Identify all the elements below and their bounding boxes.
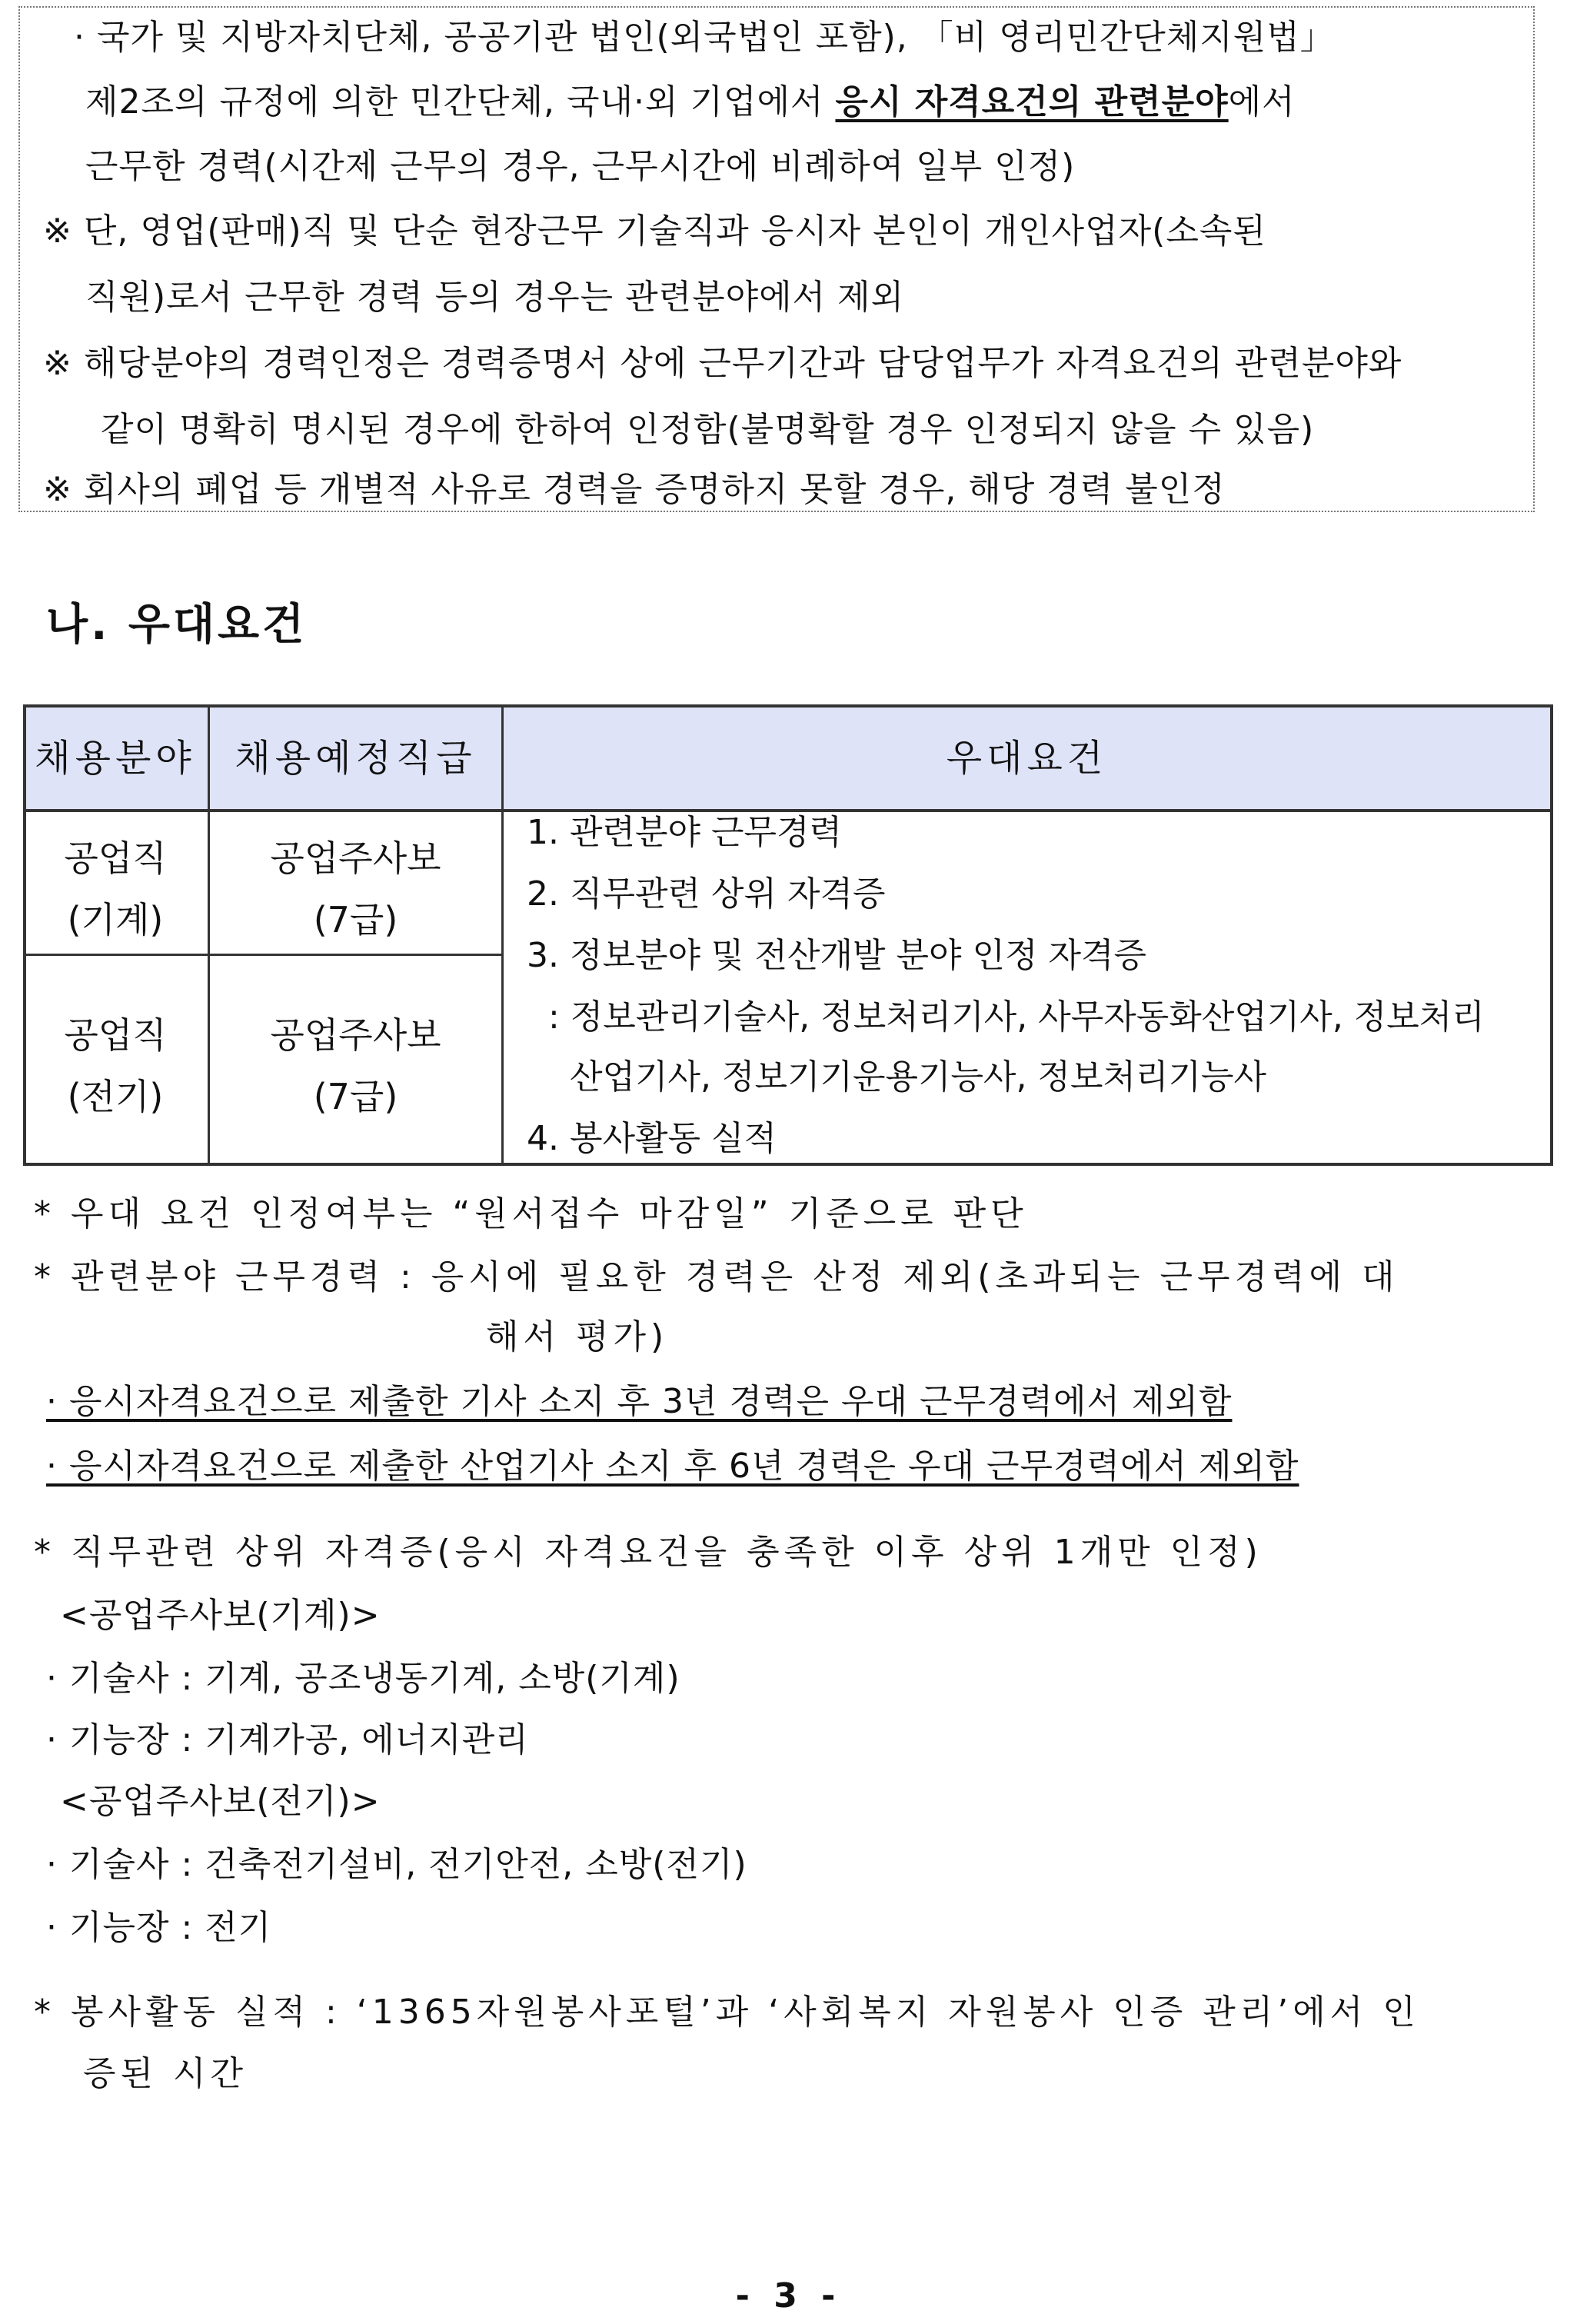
row2-grade: 공업주사보 (7급) — [270, 1014, 441, 1117]
requirement-1: 1. 관련분야 근무경력 — [527, 813, 842, 852]
row2-field: 공업직 (전기) — [64, 1014, 167, 1117]
header-grade: 채용예정직급 — [235, 737, 477, 780]
mechanical-master-craftsman: · 기능장 : 기계가공, 에너지관리 — [46, 1720, 529, 1760]
header-field: 채용분야 — [35, 737, 196, 780]
table-border-right — [1550, 704, 1553, 1166]
experience-criteria-box: · 국가 및 지방자치단체, 공공기관 법인(외국법인 포함), 「비 영리민간단체지원법」 제2조의 규정에 의한 민간단체, 국내·외 기업에서 응시 자격요건의 관련분야에서 근무한 경력(시간제 근무의 경우, 근무시간에 비례하여 일부 인정) ※ 단, 영업(판매)직 및 단순 현장근무 기술직과 응시자 본인이 개인사업자(소속된 직원)로서 근무한 경력 등의 경우는 관련분야에서 제외 ※ 해당분야의 경력인정은 경력증명서 상에 근무기간과 담당업무가 자격요건의 관련분야와 같이 명확히 명시된 경우에 한하여 인정함(불명확할 경우 인정되지 않을 수 있음) ※ 회사의 폐업 등 개별적 사유로 경력을 증명하지 못할 경우, 해당 경력 불인정 — [18, 6, 1535, 512]
note-higher-certificate: * 직무관련 상위 자격증(응시 자격요건을 충족한 이후 상위 1개만 인정) — [34, 1533, 1263, 1572]
electrical-technician: · 기술사 : 건축전기설비, 전기안전, 소방(전기) — [46, 1845, 747, 1884]
table-border-bottom — [23, 1163, 1553, 1166]
header-requirements: 우대요건 — [946, 737, 1108, 780]
requirement-4: 4. 봉사활동 실적 — [527, 1119, 777, 1158]
note-work-experience-cont: 해서 평가) — [486, 1317, 669, 1357]
note-industrial-engineer-exclusion: · 응시자격요건으로 제출한 산업기사 소지 후 6년 경력은 우대 근무경력에서 제외함 — [46, 1447, 1299, 1486]
subheading-mechanical: <공업주사보(기계)> — [60, 1596, 381, 1635]
note-volunteer-cont: 증된 시간 — [83, 2054, 248, 2093]
table-border-top — [23, 704, 1553, 708]
row1-field: 공업직 (기계) — [64, 837, 167, 941]
subheading-electrical: <공업주사보(전기)> — [60, 1782, 381, 1821]
preference-table — [23, 704, 1553, 1166]
page-number: - 3 - — [735, 2276, 842, 2316]
note-engineer-exclusion: · 응시자격요건으로 제출한 기사 소지 후 3년 경력은 우대 근무경력에서 제외함 — [46, 1382, 1233, 1421]
row1-grade: 공업주사보 (7급) — [270, 837, 441, 941]
requirement-3-detail-1: : 정보관리기술사, 정보처리기사, 사무자동화산업기사, 정보처리 — [527, 997, 1485, 1037]
section-title: 나. 우대요건 — [46, 600, 308, 650]
note-cutoff-date: * 우대 요건 인정여부는 “원서접수 마감일” 기준으로 판단 — [34, 1194, 1028, 1234]
requirement-2: 2. 직무관련 상위 자격증 — [527, 874, 886, 914]
mechanical-technician: · 기술사 : 기계, 공조냉동기계, 소방(기계) — [46, 1659, 680, 1698]
note-volunteer: * 봉사활동 실적 : ‘1365자원봉사포털’과 ‘사회복지 자원봉사 인증 관리’에서 인 — [34, 1993, 1420, 2032]
electrical-master-craftsman: · 기능장 : 전기 — [46, 1908, 272, 1947]
related-field-emphasis: 응시 자격요건의 관련분야 — [835, 82, 1229, 122]
requirement-3: 3. 정보분야 및 전산개발 분야 인정 자격증 — [527, 936, 1146, 975]
table-border-row — [23, 954, 503, 956]
note-work-experience: * 관련분야 근무경력 : 응시에 필요한 경력은 산정 제외(초과되는 근무경력에 대 — [34, 1257, 1399, 1297]
requirement-3-detail-2: 산업기사, 정보기기운용기능사, 정보처리기능사 — [527, 1057, 1266, 1097]
